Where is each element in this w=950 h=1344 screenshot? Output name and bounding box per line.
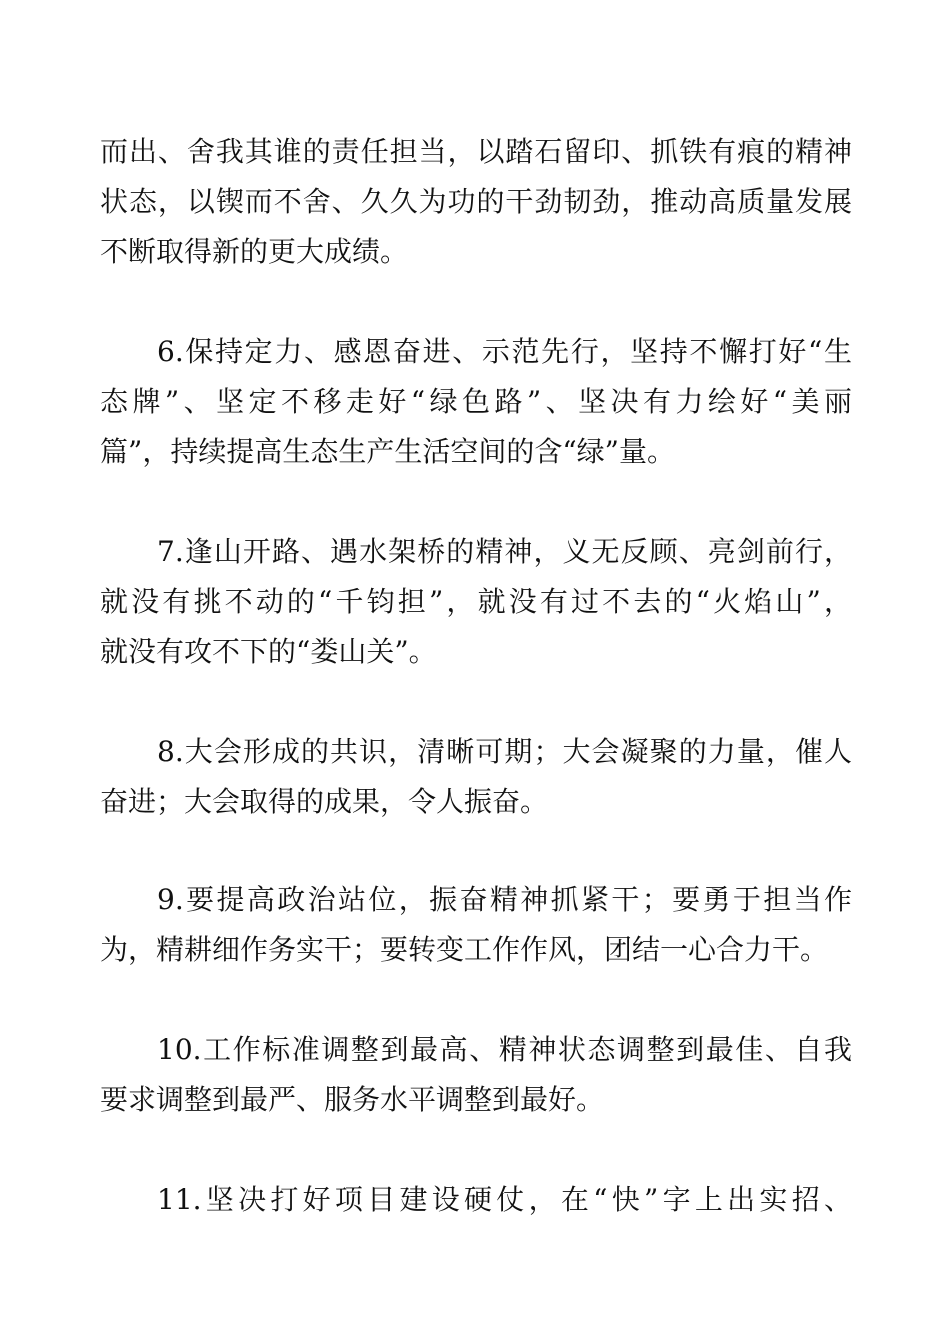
- paragraph-line: 10.工作标准调整到最高、精神状态调整到最佳、自我: [157, 1033, 852, 1066]
- paragraph-line: 状态，以锲而不舍、久久为功的干劲韧劲，推动高质量发展: [100, 185, 852, 218]
- paragraph-line: 要求调整到最严、服务水平调整到最好。: [100, 1083, 605, 1116]
- paragraph-line: 8.大会形成的共识，清晰可期；大会凝聚的力量，催人: [157, 735, 852, 768]
- paragraph-line: 态牌”、坚定不移走好“绿色路”、坚决有力绘好“美丽: [100, 385, 852, 418]
- paragraph-line: 6.保持定力、感恩奋进、示范先行，坚持不懈打好“生: [157, 335, 852, 368]
- paragraph-line: 就没有挑不动的“千钧担”，就没有过不去的“火焰山”，: [100, 585, 852, 618]
- paragraph-line: 就没有攻不下的“娄山关”。: [100, 635, 437, 668]
- paragraph-line: 不断取得新的更大成绩。: [100, 235, 409, 268]
- paragraph-line: 为，精耕细作务实干；要转变工作作风，团结一心合力干。: [100, 933, 829, 966]
- paragraph-line: 11.坚决打好项目建设硬仗，在“快”字上出实招、: [157, 1183, 852, 1216]
- paragraph-line: 9.要提高政治站位，振奋精神抓紧干；要勇于担当作: [157, 883, 852, 916]
- paragraph-line: 7.逢山开路、遇水架桥的精神，义无反顾、亮剑前行，: [157, 535, 852, 568]
- paragraph-line: 而出、舍我其谁的责任担当，以踏石留印、抓铁有痕的精神: [100, 135, 852, 168]
- paragraph-line: 奋进；大会取得的成果，令人振奋。: [100, 785, 549, 818]
- paragraph-line: 篇”，持续提高生态生产生活空间的含“绿”量。: [100, 435, 675, 468]
